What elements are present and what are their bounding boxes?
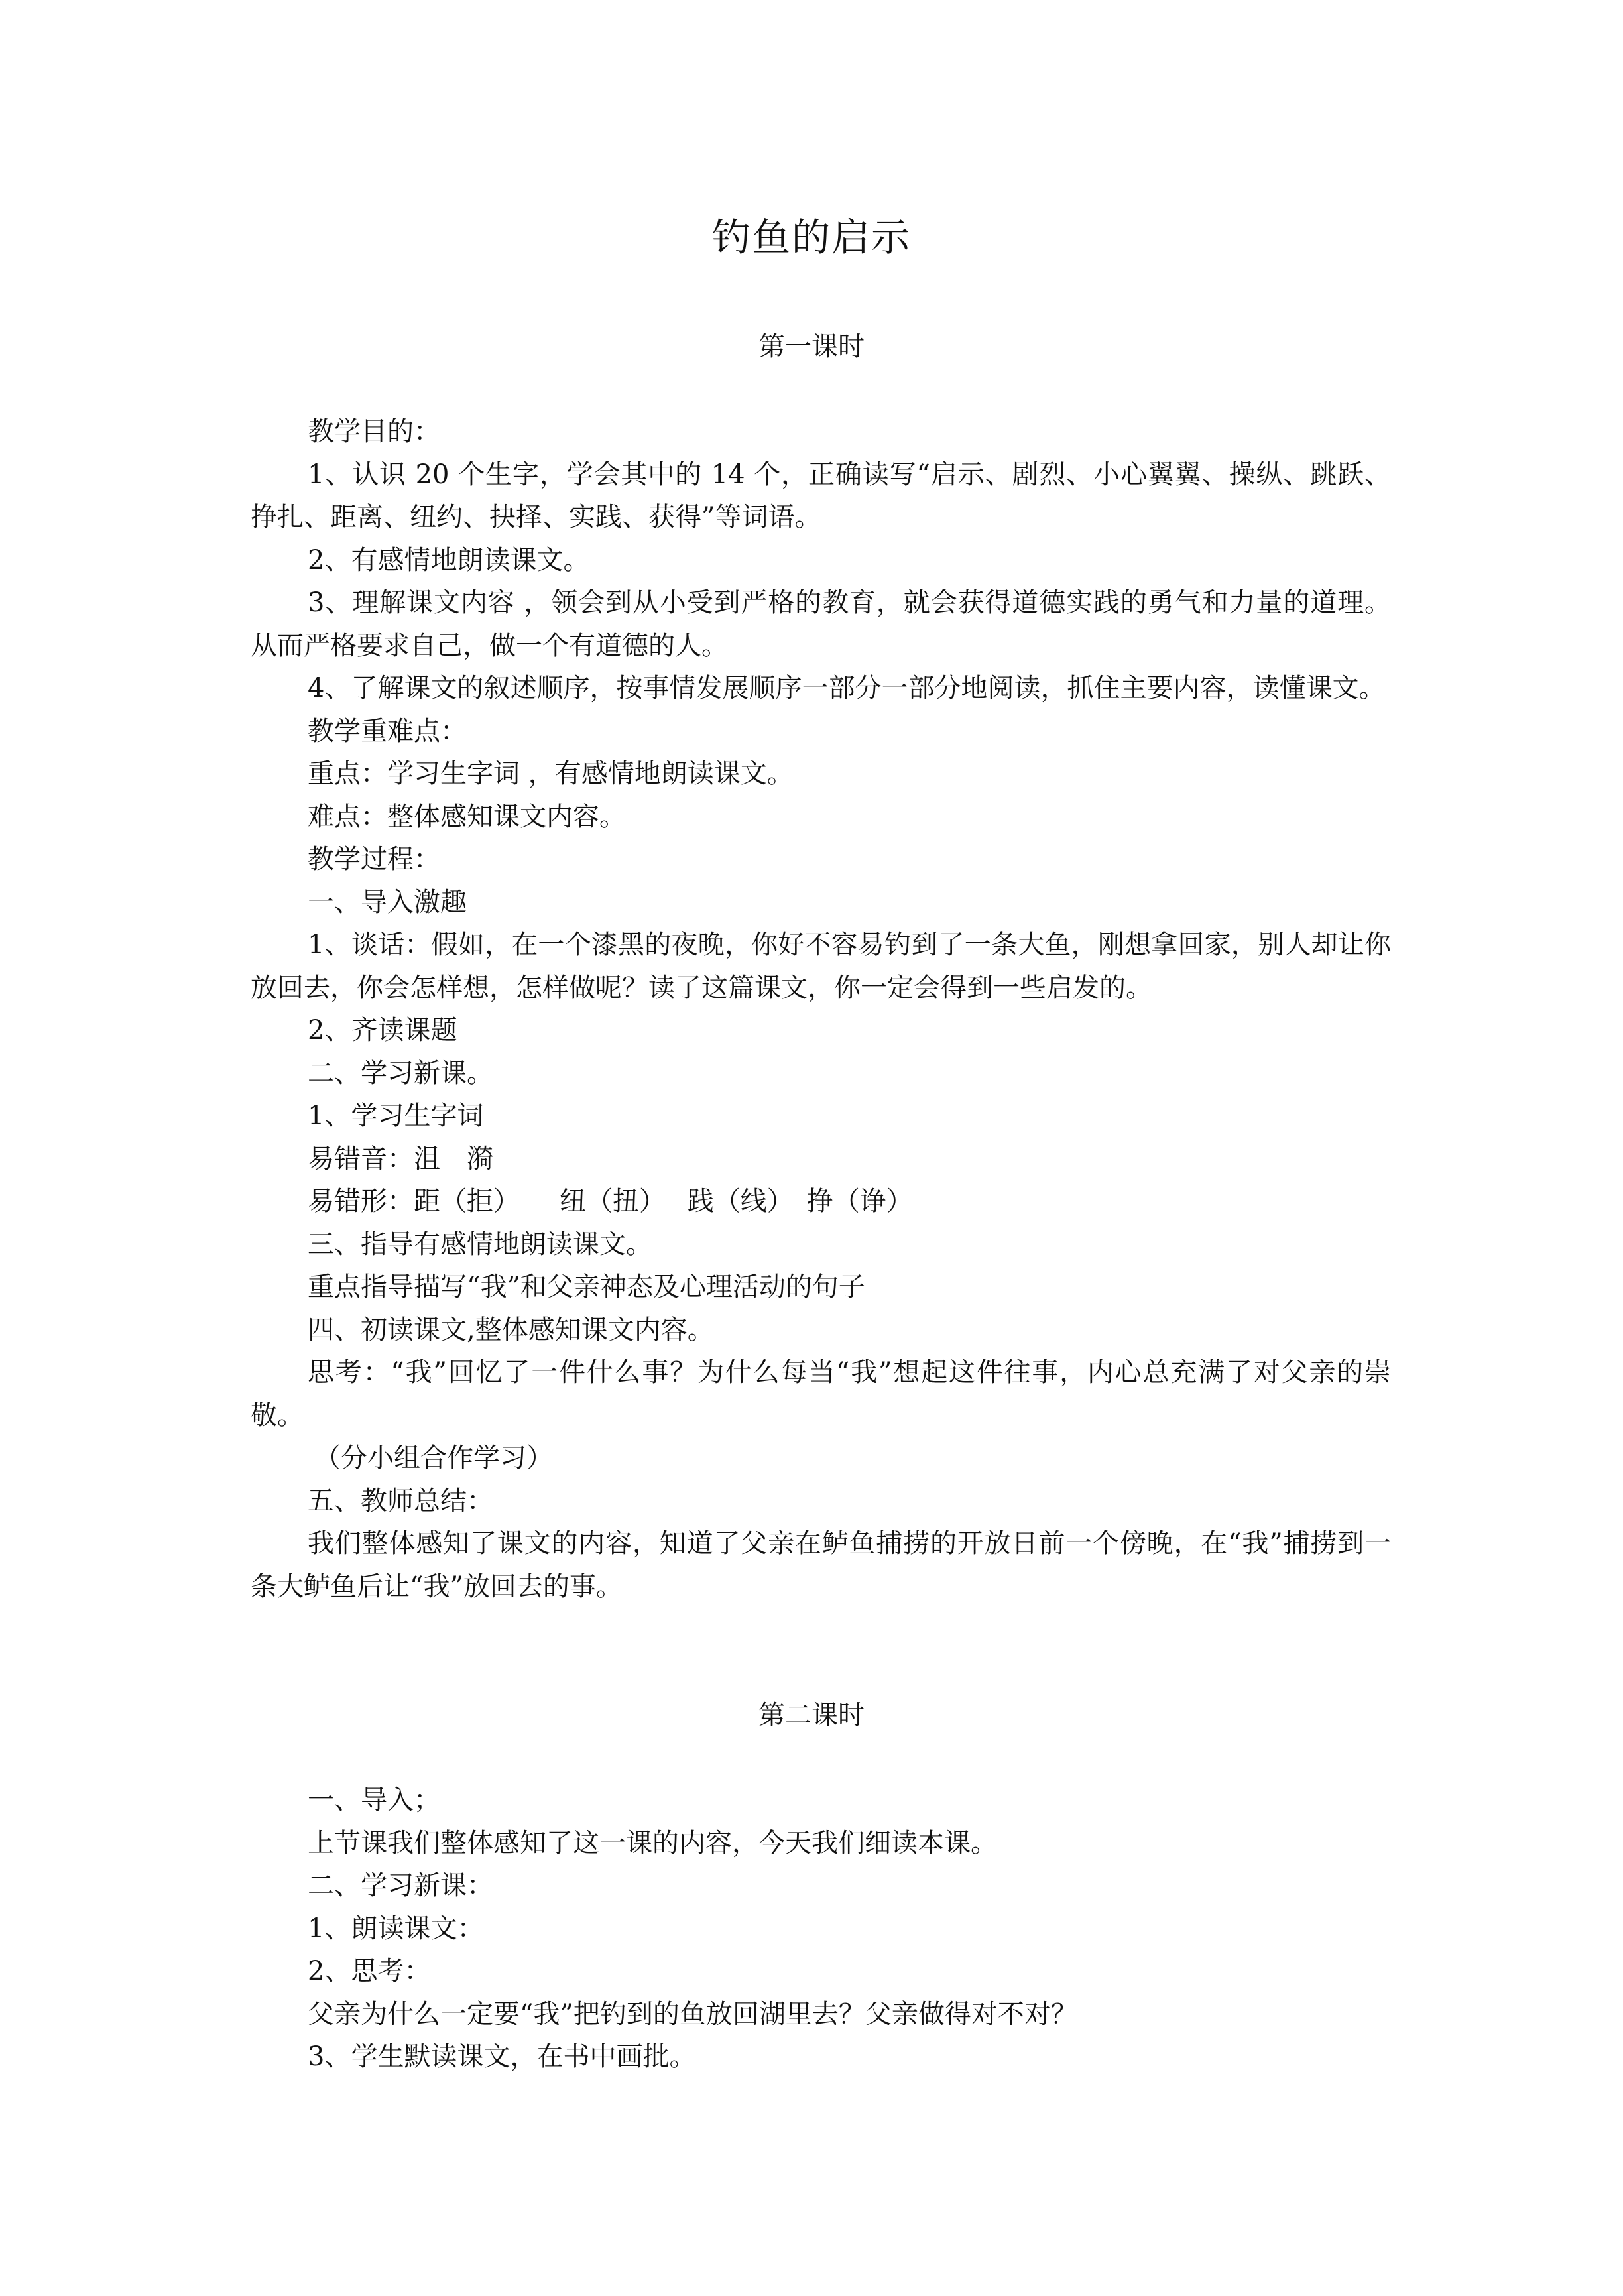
document-title: 钓鱼的启示	[711, 215, 911, 260]
paragraph: 一、导入激趣	[308, 886, 467, 918]
lesson1-heading: 第一课时	[758, 332, 865, 362]
paragraph: 三、指导有感情地朗读课文。	[308, 1229, 652, 1260]
paragraph: 思考：“我”回忆了一件什么事？为什么每当“我”想起这件往事，内心总充满了对父亲的崇敬。	[251, 1357, 1391, 1431]
paragraph: 我们整体感知了课文的内容，知道了父亲在鲈鱼捕捞的开放日前一个傍晚，在“我”捕捞到一条大鲈鱼后让“我”放回去的事。	[251, 1528, 1391, 1602]
paragraph: 上节课我们整体感知了这一课的内容，今天我们细读本课。	[308, 1827, 997, 1858]
paragraph: 4、了解课文的叙述顺序，按事情发展顺序一部分一部分地阅读，抓住主要内容，读懂课文。	[308, 673, 1386, 703]
paragraph: 教学过程：	[308, 844, 440, 875]
paragraph: 一、导入；	[308, 1785, 440, 1815]
paragraph: 3、理解课文内容 ，领会到从小受到严格的教育，就会获得道德实践的勇气和力量的道理。从而严格要求自己，做一个有道德的人。	[251, 587, 1391, 661]
paragraph: 教学重难点：	[308, 715, 467, 747]
paragraph: 重点：学习生字词 ，有感情地朗读课文。	[308, 758, 794, 789]
paragraph: 重点指导描写“我”和父亲神态及心理活动的句子	[308, 1272, 865, 1302]
paragraph: 难点：整体感知课文内容。	[308, 801, 626, 832]
lesson2-body	[251, 1779, 1391, 2079]
paragraph: 2、齐读课题	[308, 1015, 457, 1046]
paragraph: 2、有感情地朗读课文。	[308, 544, 590, 575]
paragraph: 1、认识 20 个生字，学会其中的 14 个，正确读写“启示、剧烈、小心翼翼、操纵、跳跃、挣扎、距离、纽约、抉择、实践、获得”等词语。	[251, 459, 1391, 532]
lesson1-body	[251, 410, 1391, 1608]
paragraph: 父亲为什么一定要“我”把钓到的鱼放回湖里去？父亲做得对不对？	[308, 1998, 1077, 2029]
paragraph: 易错音：沮 漪	[308, 1143, 493, 1174]
paragraph: 3、学生默读课文，在书中画批。	[308, 2041, 696, 2072]
lesson2-heading: 第二课时	[758, 1700, 865, 1730]
paragraph: 易错形：距（拒） 纽（扭） 践（线） 挣（诤）	[308, 1186, 913, 1217]
paragraph: 教学目的：	[308, 416, 440, 447]
paragraph: 1、学习生字词	[308, 1101, 484, 1131]
paragraph: 二、学习新课。	[308, 1057, 493, 1089]
paragraph: 1、谈话：假如，在一个漆黑的夜晚，你好不容易钓到了一条大鱼，刚想拿回家，别人却让你放回去，你会怎样想，怎样做呢？读了这篇课文，你一定会得到一些启发的。	[251, 930, 1391, 1003]
paragraph: （分小组合作学习）	[314, 1443, 553, 1473]
paragraph: 1、朗读课文：	[308, 1913, 484, 1944]
paragraph: 四、初读课文,整体感知课文内容。	[308, 1314, 714, 1345]
paragraph: 二、学习新课：	[308, 1870, 493, 1901]
paragraph: 五、教师总结：	[308, 1485, 493, 1516]
paragraph: 2、思考：	[308, 1956, 431, 1986]
